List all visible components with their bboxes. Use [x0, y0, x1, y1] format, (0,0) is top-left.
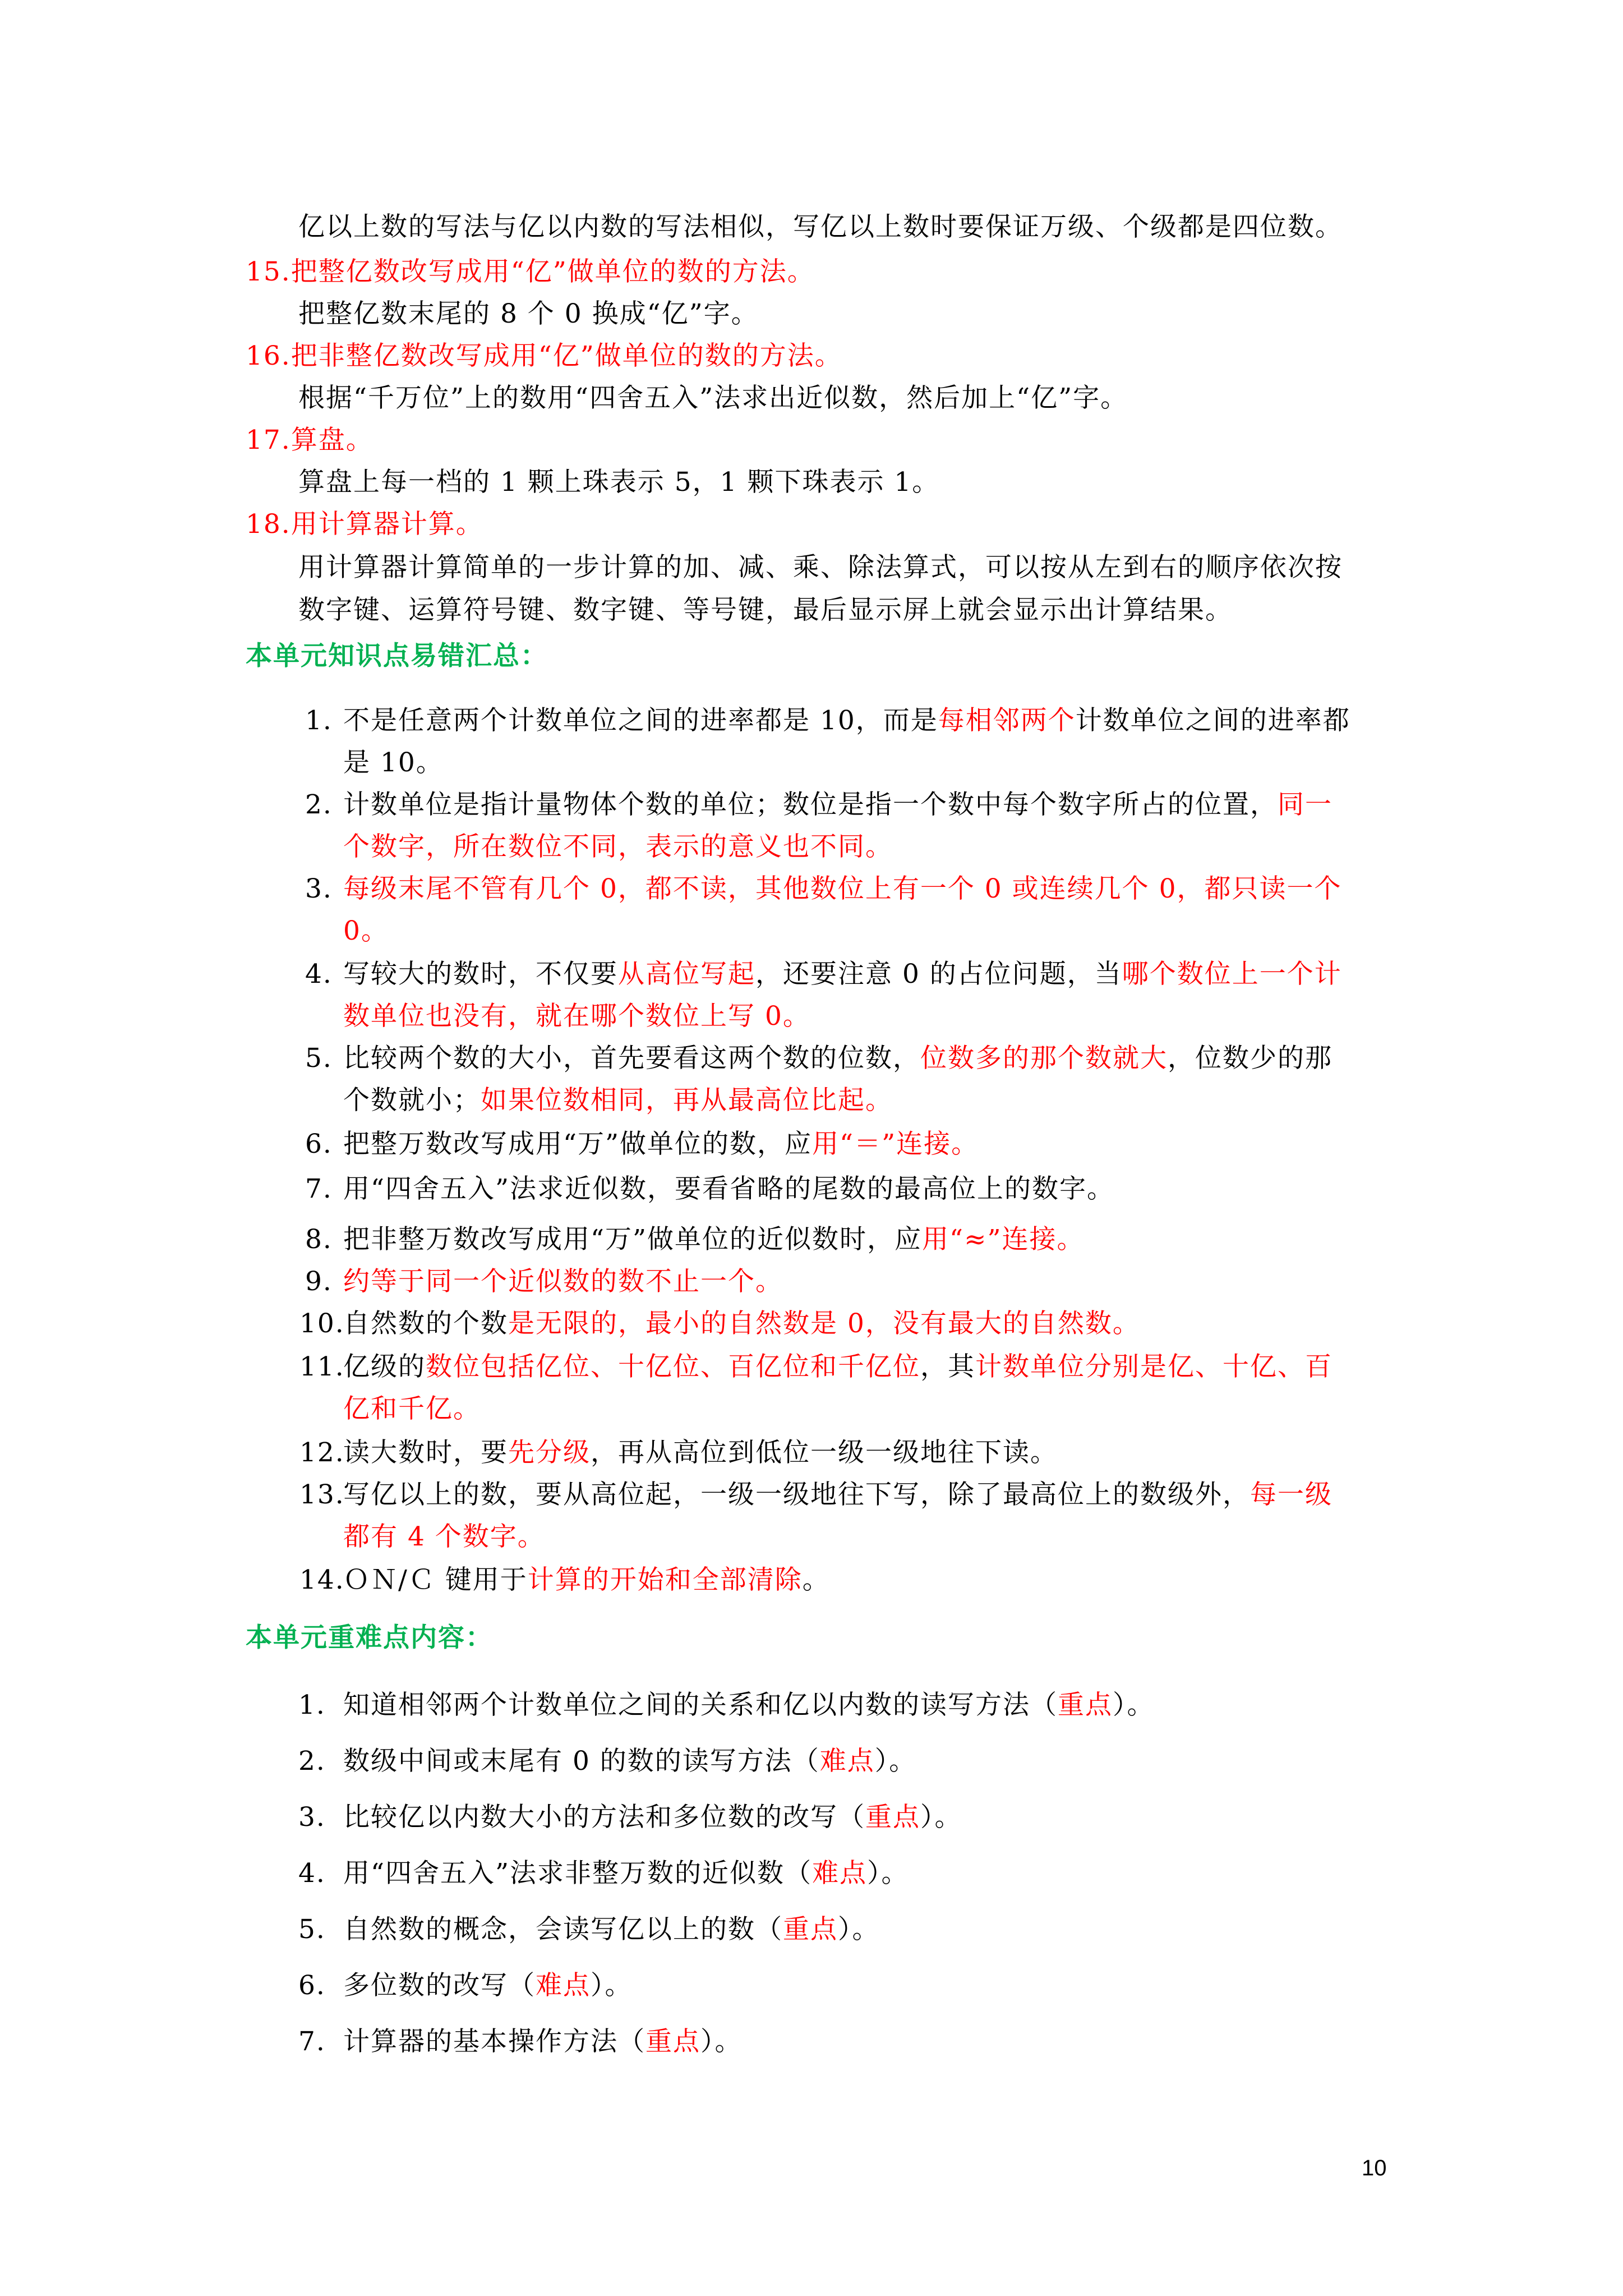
top-item-heading	[246, 339, 842, 373]
top-item-heading	[246, 508, 483, 541]
section-title-key-points: 本单元重难点内容：	[246, 1622, 493, 1653]
difficulty-mark: 重点	[783, 1914, 838, 1945]
highlight-text: 用“≈”连接。	[922, 1224, 1085, 1255]
body-text: 亿级的	[343, 1351, 426, 1382]
body-text: 把整万数改写成用“万”做单位的数，应	[343, 1129, 813, 1159]
body-text: 个数就小；	[343, 1085, 481, 1116]
body-text: 用“四舍五入”法求非整万数的近似数（	[343, 1858, 813, 1889]
error-item-line	[305, 788, 1332, 822]
body-text: ）。	[920, 1802, 962, 1833]
error-item-line	[299, 1563, 830, 1597]
body-text: 把整亿数末尾的 8 个 0 换成“亿”字。	[298, 298, 759, 329]
highlight-text: 用“＝”连接。	[812, 1129, 979, 1159]
item-number: 12.	[299, 1437, 345, 1468]
error-item-line	[305, 1128, 979, 1161]
error-item-line	[305, 1172, 1115, 1206]
body-text: 。	[802, 1565, 830, 1595]
body-text: ）。	[867, 1858, 909, 1889]
body-text: ）。	[700, 2026, 743, 2057]
top-item-body	[298, 551, 1343, 585]
item-number: 16.	[246, 341, 291, 371]
body-text: 知道相邻两个计数单位之间的关系和亿以内数的读写方法（	[343, 1690, 1058, 1720]
item-number: 2.	[305, 789, 333, 820]
top-item-heading	[246, 424, 374, 457]
item-number: 5.	[298, 1914, 326, 1945]
item-number: 3.	[298, 1802, 326, 1833]
difficulty-mark: 难点	[812, 1858, 868, 1889]
error-item-line	[305, 872, 1342, 906]
heading-text: 用计算器计算。	[291, 509, 483, 540]
body-text: 是 10。	[343, 747, 444, 778]
item-number: 5.	[305, 1043, 333, 1074]
body-text: 根据“千万位”上的数用“四舍五入”法求出近似数，然后加上“亿”字。	[298, 383, 1128, 413]
highlight-text: 是无限的，最小的自然数是 0，没有最大的自然数。	[508, 1308, 1140, 1339]
body-text: 把非整万数改写成用“万”做单位的近似数时，应	[343, 1224, 923, 1255]
error-item-line	[305, 1223, 1085, 1257]
highlight-text: 亿和千亿。	[343, 1393, 481, 1424]
item-number: 10.	[299, 1308, 345, 1339]
top-item-body	[298, 210, 1343, 244]
key-point-item	[298, 1688, 1155, 1722]
item-number: 4.	[305, 959, 333, 990]
highlight-text: 从高位写起	[618, 959, 755, 990]
body-text: 数字键、运算符号键、数字键、等号键，最后显示屏上就会显示出计算结果。	[298, 595, 1233, 625]
error-item-line	[299, 1307, 1140, 1341]
item-number: 17.	[246, 425, 291, 455]
item-number: 3.	[305, 873, 333, 904]
item-number: 2.	[298, 1746, 326, 1777]
highlight-text: 哪个数位上一个计	[1122, 959, 1342, 990]
highlight-text: 都有 4 个数字。	[343, 1521, 545, 1552]
error-item-line	[305, 1265, 783, 1299]
body-text: 计算器的基本操作方法（	[343, 2026, 645, 2057]
item-number: 18.	[246, 509, 291, 540]
highlight-text: 每相邻两个	[938, 705, 1076, 736]
body-text: 计数单位之间的进率都	[1075, 705, 1350, 736]
key-point-item	[298, 1969, 633, 2003]
body-text: ，其	[920, 1351, 975, 1382]
body-text: ，位数少的那	[1168, 1043, 1332, 1074]
highlight-text: 位数多的那个数就大	[920, 1043, 1168, 1074]
body-text: 计数单位是指计量物体个数的单位；数位是指一个数中每个数字所占的位置，	[343, 789, 1278, 820]
item-number: 4.	[298, 1858, 326, 1889]
error-item-line	[343, 746, 444, 780]
body-text: 读大数时，要	[343, 1437, 508, 1468]
body-text: 用“四舍五入”法求近似数，要看省略的尾数的最高位上的数字。	[343, 1174, 1115, 1204]
item-number: 7.	[298, 2026, 326, 2057]
key-point-item	[298, 1801, 962, 1834]
body-text: 写亿以上的数，要从高位起，一级一级地往下写，除了最高位上的数级外，	[343, 1479, 1250, 1510]
heading-text: 把整亿数改写成用“亿”做单位的数的方法。	[291, 256, 815, 287]
section-title-errors: 本单元知识点易错汇总：	[246, 641, 548, 671]
heading-text: 把非整亿数改写成用“亿”做单位的数的方法。	[291, 341, 842, 371]
error-item-line	[299, 1350, 1332, 1384]
body-text: ）。	[591, 1970, 633, 2001]
body-text: ）。	[874, 1746, 917, 1777]
highlight-text: 先分级	[508, 1437, 591, 1468]
body-text: 用计算器计算简单的一步计算的加、减、乘、除法算式，可以按从左到右的顺序依次按	[298, 552, 1343, 583]
top-item-body	[298, 381, 1128, 415]
body-text: 比较两个数的大小，首先要看这两个数的位数，	[343, 1043, 920, 1074]
body-text: 自然数的个数	[343, 1308, 508, 1339]
body-text: ）。	[838, 1914, 880, 1945]
body-text: 多位数的改写（	[343, 1970, 536, 2001]
difficulty-mark: 难点	[819, 1746, 875, 1777]
item-number: 11.	[299, 1351, 345, 1382]
error-item-line	[305, 1042, 1332, 1075]
error-item-line	[343, 1084, 893, 1117]
body-text: 不是任意两个计数单位之间的进率都是 10，而是	[343, 705, 938, 736]
difficulty-mark: 难点	[536, 1970, 591, 2001]
error-item-line	[343, 1520, 545, 1554]
highlight-text: 每一级	[1250, 1479, 1332, 1510]
body-text: 数级中间或末尾有 0 的数的读写方法（	[343, 1746, 820, 1777]
highlight-text: 数单位也没有，就在哪个数位上写 0。	[343, 1001, 810, 1032]
item-number: 6.	[305, 1129, 333, 1159]
page-number: 10	[1362, 2156, 1387, 2180]
item-number: 1.	[298, 1690, 326, 1720]
top-item-body	[298, 593, 1233, 627]
item-number: 1.	[305, 705, 333, 736]
body-text: 比较亿以内数大小的方法和多位数的改写（	[343, 1802, 865, 1833]
body-text: ）。	[1113, 1690, 1155, 1720]
difficulty-mark: 重点	[645, 2026, 700, 2057]
error-item-line	[343, 830, 893, 864]
key-point-item	[298, 1913, 880, 1947]
highlight-text: 如果位数相同，再从最高位比起。	[481, 1085, 893, 1116]
top-item-heading	[246, 255, 815, 289]
highlight-text: 数位包括亿位、十亿位、百亿位和千亿位	[426, 1351, 920, 1382]
error-item-line	[299, 1436, 1058, 1470]
item-number: 9.	[305, 1266, 333, 1297]
body-text: 自然数的概念，会读写亿以上的数（	[343, 1914, 783, 1945]
top-item-body	[298, 297, 759, 331]
body-text: 算盘上每一档的 1 颗上珠表示 5，1 颗下珠表示 1。	[298, 467, 940, 498]
body-text: ，再从高位到低位一级一级地往下读。	[591, 1437, 1058, 1468]
key-point-item	[298, 1745, 917, 1778]
item-number: 7.	[305, 1174, 333, 1204]
error-item-line	[299, 1478, 1332, 1512]
error-item-line	[305, 704, 1350, 738]
body-text: ＯＮ/Ｃ 键用于	[343, 1565, 528, 1595]
item-number: 8.	[305, 1224, 333, 1255]
error-item-line	[305, 958, 1342, 991]
item-number: 13.	[299, 1479, 345, 1510]
item-number: 6.	[298, 1970, 326, 2001]
body-text: ，还要注意 0 的占位问题，当	[755, 959, 1122, 990]
highlight-text: 计算的开始和全部清除	[527, 1565, 803, 1595]
body-text: 写较大的数时，不仅要	[343, 959, 618, 990]
highlight-text: 个数字，所在数位不同，表示的意义也不同。	[343, 831, 893, 862]
key-point-item	[298, 2025, 743, 2059]
highlight-text: 0。	[343, 915, 389, 946]
body-text: 亿以上数的写法与亿以内数的写法相似，写亿以上数时要保证万级、个级都是四位数。	[298, 211, 1343, 242]
difficulty-mark: 重点	[865, 1802, 920, 1833]
highlight-text: 每级末尾不管有几个 0，都不读，其他数位上有一个 0 或连续几个 0，都只读一个	[343, 873, 1342, 904]
error-item-line	[343, 1000, 810, 1033]
highlight-text: 约等于同一个近似数的数不止一个。	[343, 1266, 783, 1297]
error-item-line	[343, 1392, 481, 1426]
item-number: 14.	[299, 1565, 345, 1595]
top-item-body	[298, 466, 939, 499]
key-point-item	[298, 1857, 909, 1890]
highlight-text: 同一	[1278, 789, 1332, 820]
error-item-line	[343, 914, 389, 948]
item-number: 15.	[246, 256, 291, 287]
highlight-text: 计数单位分别是亿、十亿、百	[975, 1351, 1332, 1382]
heading-text: 算盘。	[291, 425, 374, 455]
difficulty-mark: 重点	[1058, 1690, 1113, 1720]
